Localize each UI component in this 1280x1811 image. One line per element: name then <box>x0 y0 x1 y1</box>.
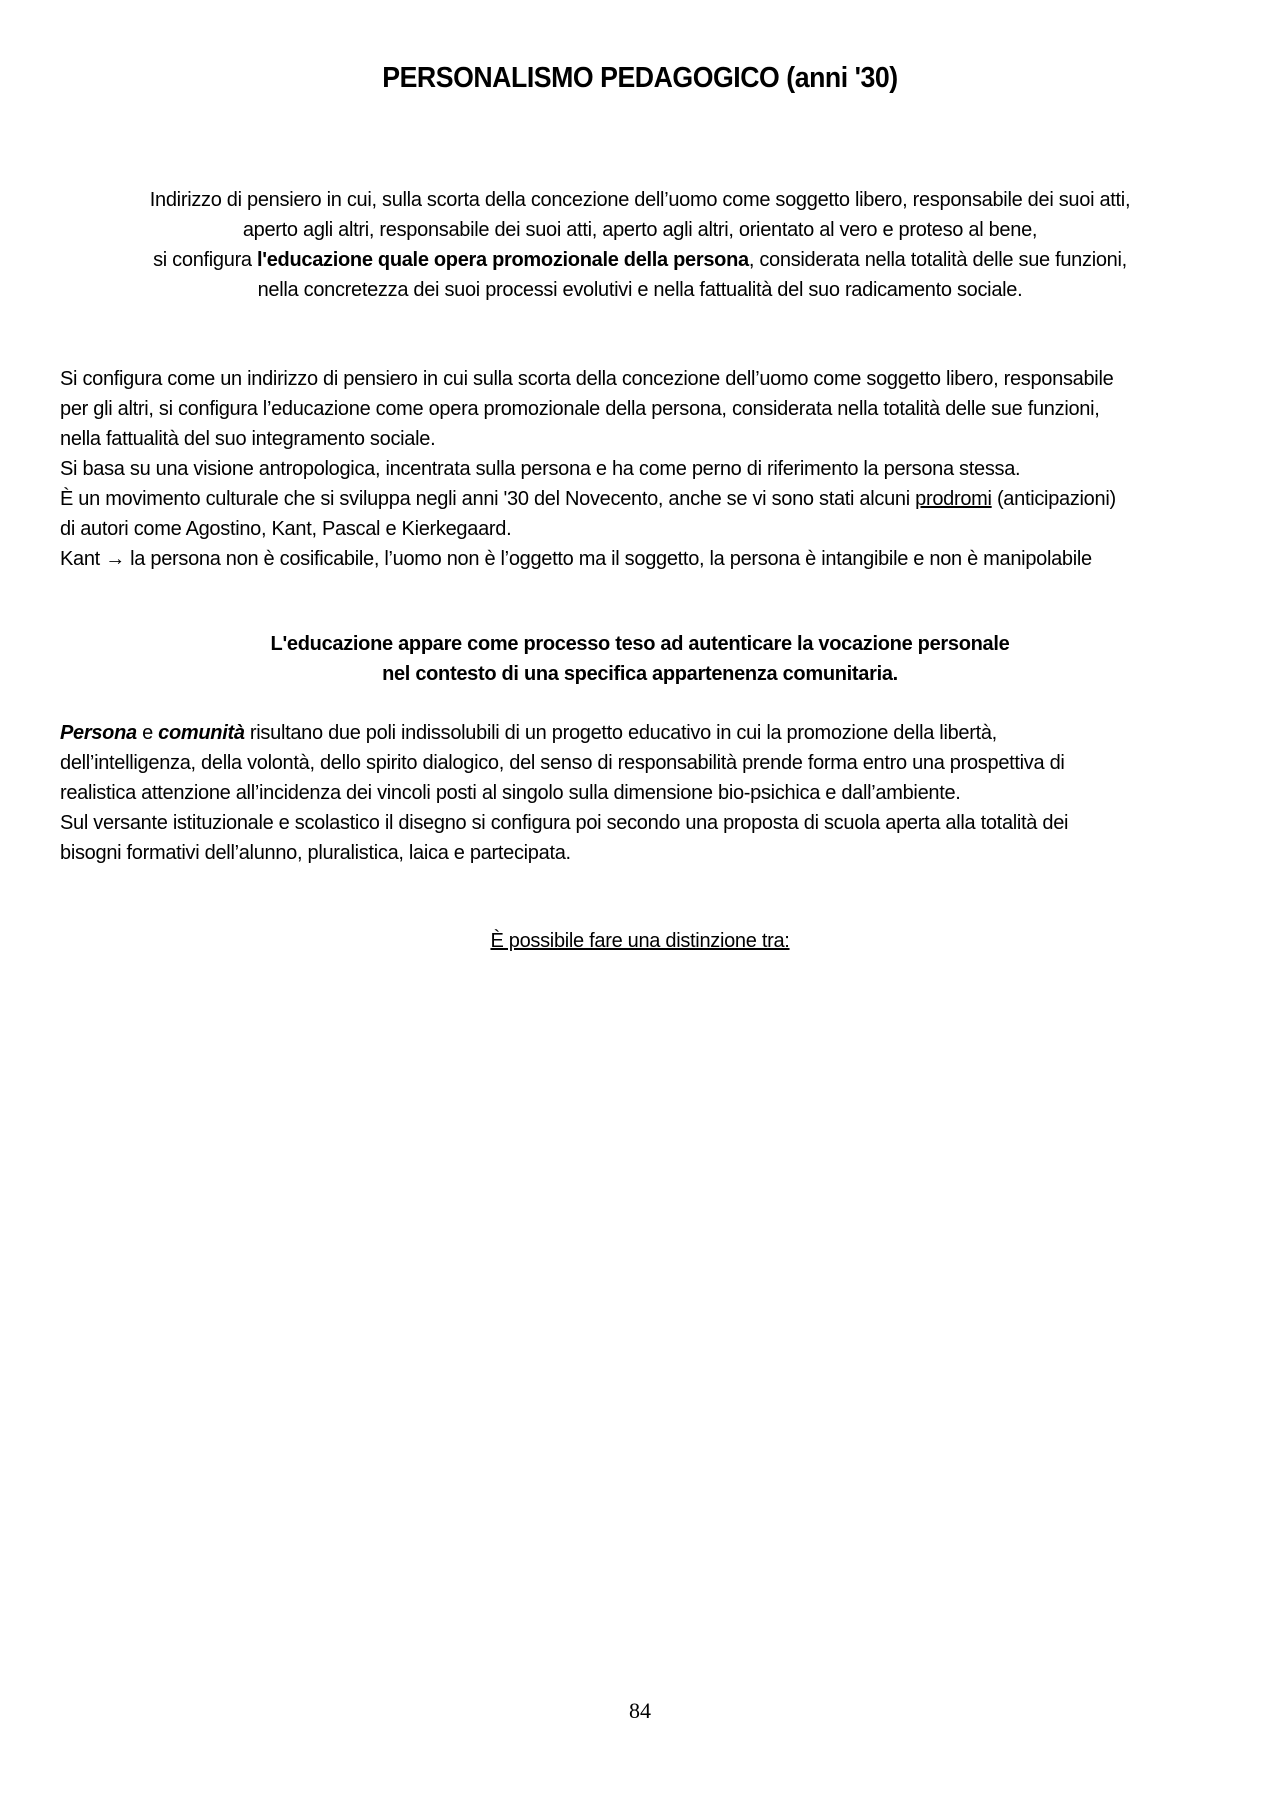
highlight-line: L'educazione appare come processo teso ad autenticare la vocazione personale <box>270 633 1010 655</box>
paragraph-text: e <box>136 722 159 744</box>
intro-bold-text: l'educazione quale opera promozionale della persona <box>257 249 749 271</box>
paragraph-line: realistica attenzione all’incidenza dei vincoli posti al singolo sulla dimensione bio-psichica e dall’ambiente. <box>60 782 961 804</box>
paragraph-text: È un movimento culturale che si sviluppa negli anni '30 del Novecento, anche se vi sono stati alcuni <box>60 488 916 510</box>
paragraph-line <box>60 718 1240 748</box>
intro-line: aperto agli altri, responsabile dei suoi atti, aperto agli altri, orientato al vero e proteso al bene, <box>242 219 1038 241</box>
page-number: 84 <box>629 1698 651 1723</box>
prodromi-underlined: prodromi <box>915 488 992 510</box>
intro-paragraph <box>60 185 1220 305</box>
paragraph-line: Kant → la persona non è cosificabile, l’uomo non è l’oggetto ma il soggetto, la persona è intangibile e non è manipolabile <box>60 548 1092 570</box>
persona-term: Persona <box>60 722 137 744</box>
intro-line: Indirizzo di pensiero in cui, sulla scorta della concezione dell’uomo come soggetto libero, responsabile dei suoi atti, <box>149 189 1131 211</box>
highlight-line: nel contesto di una specifica appartenenza comunitaria. <box>382 663 898 685</box>
intro-text: si configura <box>153 249 258 271</box>
highlight-statement <box>60 629 1220 689</box>
distinction-text: È possibile fare una distinzione tra: <box>490 930 790 952</box>
paragraph-line: bisogni formativi dell’alunno, pluralistica, laica e partecipata. <box>60 842 571 864</box>
paragraph-text: risultano due poli indissolubili di un progetto educativo in cui la promozione della libertà, <box>244 722 997 744</box>
comunita-term: comunità <box>158 722 245 744</box>
paragraph-line: dell’intelligenza, della volontà, dello spirito dialogico, del senso di responsabilità prende forma entro una prospettiva di <box>60 752 1065 774</box>
intro-text: , considerata nella totalità delle sue funzioni, <box>748 249 1127 271</box>
description-paragraph <box>60 364 1240 574</box>
distinction-heading <box>60 926 1220 956</box>
paragraph-line: Sul versante istituzionale e scolastico il disegno si configura poi secondo una proposta di scuola aperta alla totalità dei <box>60 812 1069 834</box>
paragraph-line: nella fattualità del suo integramento sociale. <box>60 428 436 450</box>
intro-line <box>60 245 1220 275</box>
paragraph-line: di autori come Agostino, Kant, Pascal e Kierkegaard. <box>60 518 512 540</box>
paragraph-line: Si configura come un indirizzo di pensiero in cui sulla scorta della concezione dell’uomo come soggetto libero, responsabile <box>60 368 1114 390</box>
intro-line: nella concretezza dei suoi processi evolutivi e nella fattualità del suo radicamento sociale. <box>257 279 1023 301</box>
paragraph-line: per gli altri, si configura l’educazione come opera promozionale della persona, considerata nella totalità delle sue funzioni, <box>60 398 1100 420</box>
persona-comunita-paragraph <box>60 718 1240 868</box>
page-title: PERSONALISMO PEDAGOGICO (anni '30) <box>382 62 898 94</box>
paragraph-line: Si basa su una visione antropologica, incentrata sulla persona e ha come perno di riferimento la persona stessa. <box>60 458 1021 480</box>
paragraph-text: (anticipazioni) <box>991 488 1116 510</box>
paragraph-line <box>60 484 1240 514</box>
